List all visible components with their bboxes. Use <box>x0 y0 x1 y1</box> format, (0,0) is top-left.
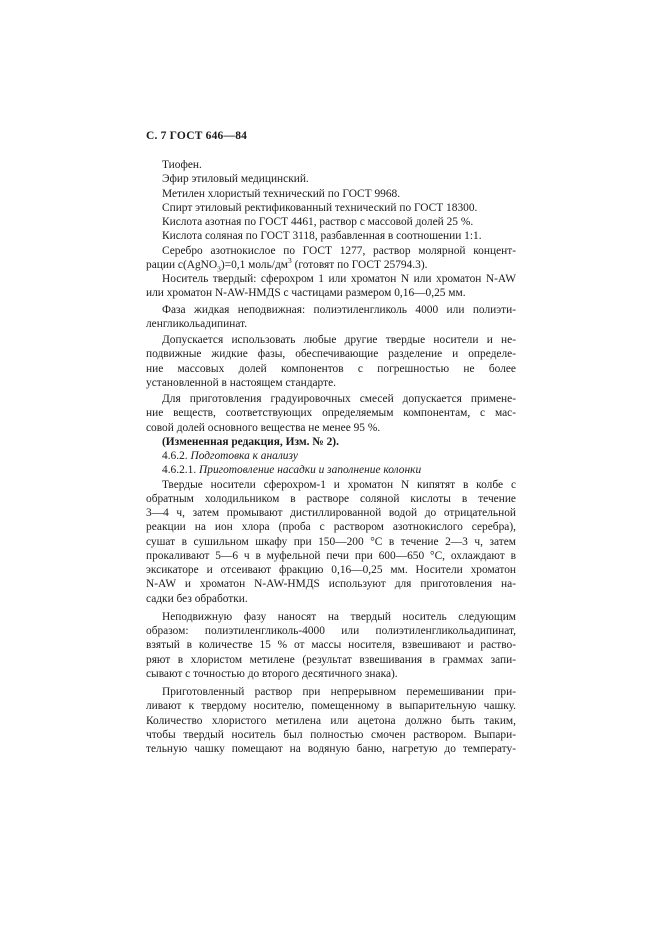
document-body <box>146 158 516 756</box>
text-line: Фаза жидкая неподвижная: полиэтиленгликоль 4000 или полиэти- <box>162 303 516 316</box>
text-line: обратным холодильником в растворе соляной кислоты в течение <box>146 492 516 505</box>
section-heading <box>146 449 516 463</box>
formula-subscript: 3 <box>217 264 221 274</box>
text-line: Неподвижную фазу наносят на твердый носитель следующим <box>162 610 516 623</box>
text-line: или хроматон N-AW-HMДS с частицами размером 0,16—0,25 мм. <box>146 287 466 300</box>
text-line: Метилен хлористый технический по ГОСТ 9968. <box>162 187 401 200</box>
formula-superscript: 3 <box>287 255 292 265</box>
text-line: чтобы твердый носитель был полностью смочен раствором. Выпари- <box>146 728 516 741</box>
text-line: тельную чашку помещают на водяную баню, нагретую до температу- <box>146 743 516 755</box>
section-number: 4.6.2. <box>162 450 191 462</box>
text-line: садки без обработки. <box>146 592 248 605</box>
formula-part: рации c(AgNO <box>146 258 218 271</box>
text-line: образом: полиэтиленгликоль-4000 или полиэтиленгликольадипинат, <box>146 625 516 637</box>
text-line: ние массовых долей компонентов с погрешностью не более <box>146 362 516 375</box>
formula-part: )=0,1 моль/дм <box>220 258 288 271</box>
text-line: Носитель твердый: сферохром 1 или хроматон N или хроматон N-AW <box>162 273 516 285</box>
text-line: реакции на ион хлора (проба с раствором азотнокислого серебра), <box>146 521 516 534</box>
subsection-heading <box>146 463 516 477</box>
text-line: эксикаторе и отсеивают фракцию 0,16—0,25 мм. Носители хроматон <box>146 564 516 576</box>
text-line: ние веществ, соответствующих определяемым компонентам, с мас- <box>146 407 516 420</box>
text-line: Приготовленный раствор при непрерывном перемешивании при- <box>162 686 516 698</box>
text-line: совой долей основного вещества не менее 95 %. <box>146 421 381 434</box>
text-line: Серебро азотнокислое по ГОСТ 1277, раствор молярной концент- <box>162 244 516 257</box>
text-line: Спирт этиловый ректификованный технический по ГОСТ 18300. <box>162 201 478 214</box>
text-line: Количество хлористого метилена или ацетона должно быть таким, <box>146 714 516 727</box>
text-line: сывают с точностью до второго десятичного знака). <box>146 667 398 680</box>
text-line: прокаливают 5—6 ч в муфельной печи при 600—650 °С, охлаждают в <box>146 549 516 562</box>
text-line: ленгликольадипинат. <box>146 317 248 330</box>
text-line: 3—4 ч, затем промывают дистиллированной водой до отрицательной <box>146 507 516 519</box>
subsection-title: Приготовление насадки и заполнение колонки <box>199 464 422 477</box>
text-line: сушат в сушильном шкафу при 150—200 °С в течение 2—3 ч, затем <box>146 535 516 548</box>
formula-part: (готовят по ГОСТ 25794.3). <box>291 258 428 271</box>
text-line: Кислота азотная по ГОСТ 4461, раствор с массовой долей 25 %. <box>162 216 474 228</box>
section-title: Подготовка к анализу <box>190 450 298 462</box>
amendment-note: (Измененная редакция, Изм. № 2). <box>162 435 339 448</box>
text-line: установленной в настоящем стандарте. <box>146 376 336 389</box>
text-line: подвижные жидкие фазы, обеспечивающие разделение и определе- <box>146 348 516 361</box>
text-line: Эфир этиловый медицинский. <box>162 173 309 186</box>
text-line: ливают к твердому носителю, помещенному в выпарительную чашку. <box>146 700 516 713</box>
text-line: взятый в количестве 15 % от массы носителя, взвешивают и раство- <box>146 639 516 652</box>
text-line: Допускается использовать любые другие твердые носители и не- <box>162 334 516 346</box>
text-line: N-AW и хроматон N-AW-HMДS используют для приготовления на- <box>146 578 516 591</box>
text-line-formula <box>146 255 516 274</box>
text-line: Твердые носители сферохром-1 и хроматон N кипятят в колбе с <box>162 478 516 491</box>
text-line: Кислота соляная по ГОСТ 3118, разбавленная в соотношении 1:1. <box>162 230 482 243</box>
text-line: ряют в хлористом метилене (результат взвешивания в граммах запи- <box>146 653 516 666</box>
text-line: Для приготовления градуировочных смесей допускается примене- <box>162 393 516 405</box>
page-header: С. 7 ГОСТ 646—84 <box>146 130 248 142</box>
subsection-number: 4.6.2.1. <box>162 464 200 477</box>
text-line: Тиофен. <box>162 159 202 171</box>
